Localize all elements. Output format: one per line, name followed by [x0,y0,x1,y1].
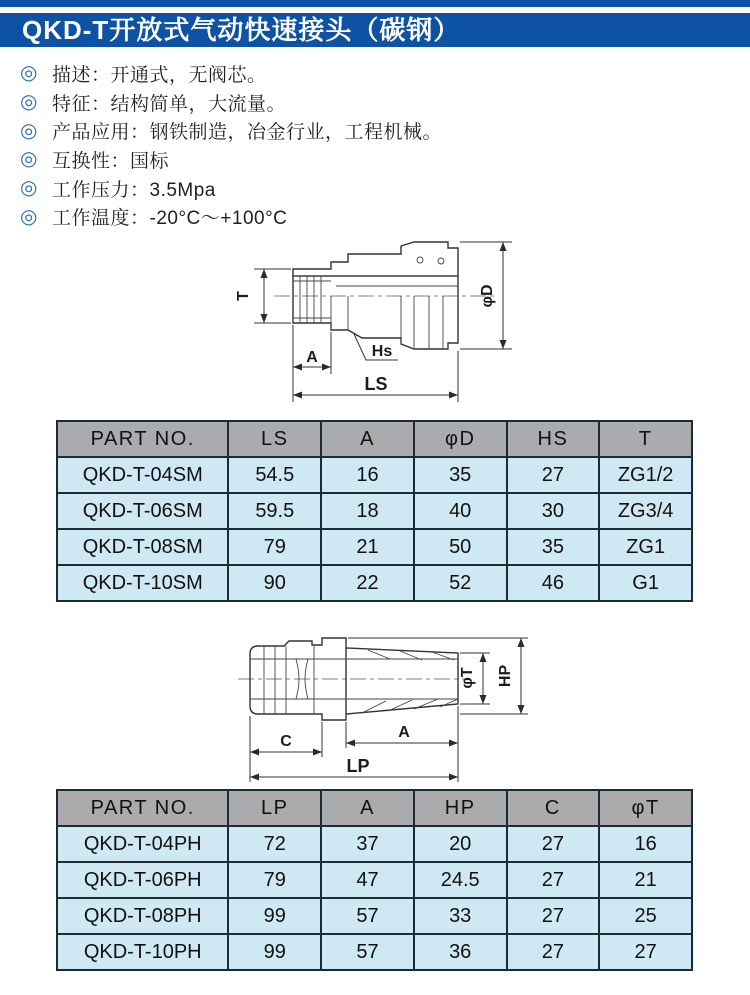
dim-label-ls: LS [364,374,388,394]
feature-text: 描述：开通式，无阀芯。 [52,64,267,86]
column-header: HS [507,421,600,457]
lock-ball-detail [438,258,444,264]
feature-text: 产品应用：钢铁制造，冶金行业，工程机械。 [52,122,443,144]
column-header: T [599,421,692,457]
table-cell: 24.5 [414,862,507,898]
column-header: HP [414,790,507,826]
feature-item [20,59,442,88]
part-no-cell: QKD-T-06PH [57,862,228,898]
column-header: PART NO. [57,421,228,457]
column-header: LP [228,790,321,826]
feature-item [20,174,442,203]
lock-ball-detail [417,257,423,263]
table-cell: 54.5 [228,457,321,493]
table-cell: 99 [228,898,321,934]
feature-text: 特征：结构简单，大流量。 [52,93,287,115]
part-no-cell: QKD-T-10PH [57,934,228,970]
bullseye-bullet-icon: ◎ [20,177,38,200]
table-cell: 57 [321,898,414,934]
plug-grooves [264,646,314,714]
table-cell: 36 [414,934,507,970]
table-cell: 18 [321,493,414,529]
table-header-row [57,790,692,826]
table-row [57,934,692,970]
table-cell: 27 [507,934,600,970]
table-cell: 40 [414,493,507,529]
table-row [57,862,692,898]
table-cell: 37 [321,826,414,862]
column-header: A [321,790,414,826]
hose-barb-ridges [362,650,458,713]
table-cell: 52 [414,565,507,601]
part-no-cell: QKD-T-06SM [57,493,228,529]
feature-item [20,202,442,231]
table-cell: 46 [507,565,600,601]
socket-technical-drawing [196,234,526,416]
table-cell: 16 [321,457,414,493]
part-no-cell: QKD-T-10SM [57,565,228,601]
column-header: PART NO. [57,790,228,826]
table-cell: 21 [599,862,692,898]
part-no-cell: QKD-T-08SM [57,529,228,565]
table-cell: 35 [414,457,507,493]
table-cell: ZG3/4 [599,493,692,529]
body-rings [331,296,443,349]
dim-label-hs: Hs [371,343,393,360]
table-cell: 33 [414,898,507,934]
table-cell: 90 [228,565,321,601]
bullseye-bullet-icon: ◎ [20,91,38,114]
table-cell: 59.5 [228,493,321,529]
part-no-cell: QKD-T-04PH [57,826,228,862]
table-cell: 27 [507,862,600,898]
dim-label-lp: LP [346,756,370,776]
section-hatch [293,242,458,276]
table-cell: 27 [507,826,600,862]
dim-label-hp: HP [497,664,514,688]
feature-list [20,59,442,231]
table-row [57,826,692,862]
dim-label-a: A [398,724,410,741]
table-cell: 72 [228,826,321,862]
dim-label-t: T [235,291,252,301]
table-row [57,898,692,934]
table-header-row [57,421,692,457]
table-cell: 21 [321,529,414,565]
page-title: QKD-T开放式气动快速接头（碳钢） [0,13,750,47]
column-header: φD [414,421,507,457]
table-cell: 79 [228,529,321,565]
dim-label-phi-d: φD [479,284,496,308]
feature-item [20,145,442,174]
plug-spec-table [56,789,693,971]
table-cell: 47 [321,862,414,898]
table-cell: 27 [507,898,600,934]
table-row [57,565,692,601]
table-cell: 50 [414,529,507,565]
feature-text: 互换性：国标 [52,150,170,172]
column-header: A [321,421,414,457]
dim-label-phi-t: φT [459,667,476,689]
table-cell: ZG1 [599,529,692,565]
table-cell: 16 [599,826,692,862]
column-header: C [507,790,600,826]
table-cell: 27 [507,457,600,493]
dim-label-c: C [280,733,292,750]
table-row [57,529,692,565]
bullseye-bullet-icon: ◎ [20,148,38,171]
table-cell: 99 [228,934,321,970]
table-cell: 22 [321,565,414,601]
part-no-cell: QKD-T-08PH [57,898,228,934]
table-cell: 25 [599,898,692,934]
table-cell: 35 [507,529,600,565]
feature-item [20,116,442,145]
table-cell: ZG1/2 [599,457,692,493]
dim-label-a: A [306,349,318,366]
feature-text: 工作压力：3.5Mpa [52,179,216,201]
part-no-cell: QKD-T-04SM [57,457,228,493]
bullseye-bullet-icon: ◎ [20,119,38,142]
feature-text: 工作温度：-20°C～+100°C [52,208,288,230]
column-header: LS [228,421,321,457]
column-header: φT [599,790,692,826]
bullseye-bullet-icon: ◎ [20,62,38,85]
socket-outline [293,276,458,349]
thread-detail [293,276,331,323]
table-cell: 27 [599,934,692,970]
table-cell: 30 [507,493,600,529]
plug-technical-drawing [228,616,548,788]
table-cell: 20 [414,826,507,862]
top-accent-strip [0,0,750,7]
feature-item [20,88,442,117]
bullseye-bullet-icon: ◎ [20,205,38,228]
table-cell: G1 [599,565,692,601]
table-row [57,493,692,529]
socket-spec-table [56,420,693,602]
table-row [57,457,692,493]
table-cell: 57 [321,934,414,970]
table-cell: 79 [228,862,321,898]
